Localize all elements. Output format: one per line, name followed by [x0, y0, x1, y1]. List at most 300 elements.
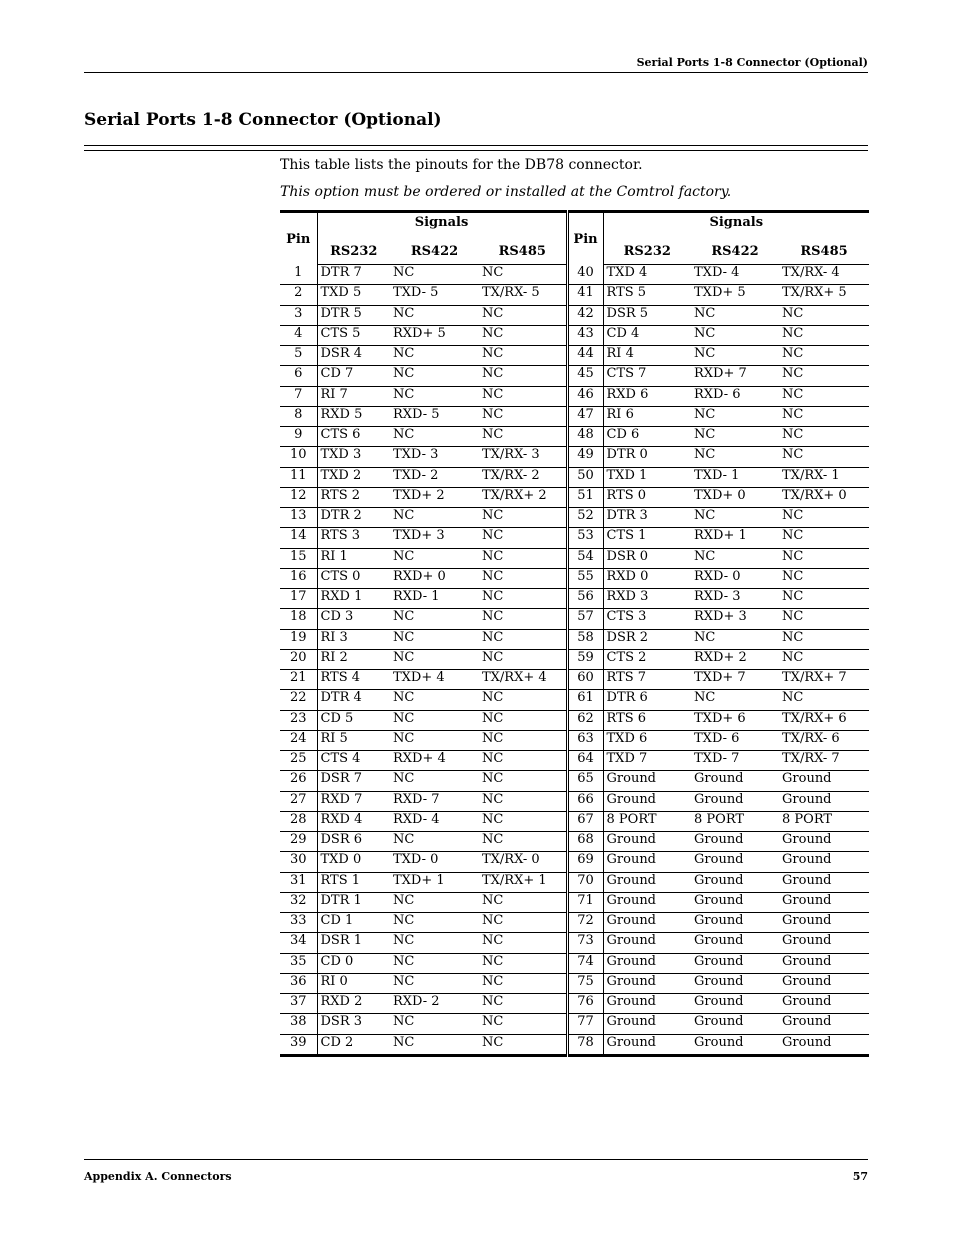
pin-number-cell: 61	[567, 690, 603, 710]
rs485-cell: Ground	[779, 892, 869, 912]
pin-number-cell: 50	[567, 467, 603, 487]
rs422-cell: RXD- 2	[390, 994, 479, 1014]
rs232-cell: RXD 2	[317, 994, 390, 1014]
section-title: Serial Ports 1-8 Connector (Optional)	[84, 110, 442, 130]
pin-number-cell: 26	[280, 771, 317, 791]
pin-number-cell: 66	[567, 791, 603, 811]
rs422-cell: NC	[390, 649, 479, 669]
pin-number-cell: 27	[280, 791, 317, 811]
pin-number-cell: 65	[567, 771, 603, 791]
pin-number-cell: 56	[567, 589, 603, 609]
pin-number-cell: 37	[280, 994, 317, 1014]
table-row	[280, 771, 869, 791]
rs232-cell: RI 5	[317, 730, 390, 750]
rs422-cell: Ground	[694, 1034, 744, 1050]
rs232-cell: DTR 6	[603, 690, 691, 710]
rs485-cell: NC	[479, 730, 567, 750]
rs422-cell: TXD+ 7	[691, 670, 779, 690]
pin-number-cell: 29	[280, 832, 317, 852]
rs485-cell: TX/RX- 4	[779, 265, 869, 285]
pin-number-cell: 57	[567, 609, 603, 629]
rs232-cell: Ground	[603, 1014, 691, 1034]
rs485-cell: 8 PORT	[779, 811, 869, 831]
rs232-cell: CD 1	[317, 913, 390, 933]
rs485-cell: NC	[479, 346, 567, 366]
pin-number-cell: 59	[567, 649, 603, 669]
rs422-cell: NC	[691, 447, 779, 467]
rs485-cell: TX/RX+ 2	[479, 487, 567, 507]
rs232-cell: DSR 5	[603, 305, 691, 325]
table-row	[280, 791, 869, 811]
rs232-cell: Ground	[603, 953, 691, 973]
rs422-cell: NC	[390, 427, 479, 447]
rs232-cell: CTS 6	[317, 427, 390, 447]
table-row	[280, 872, 869, 892]
rs422-cell: NC	[691, 427, 779, 447]
rs485-cell: Ground	[779, 852, 869, 872]
pin-number-cell: 25	[280, 751, 317, 771]
pinout-table	[280, 210, 869, 1057]
pin-number-cell: 1	[280, 265, 317, 285]
rs232-cell: RXD 1	[317, 589, 390, 609]
rs485-cell: NC	[779, 366, 869, 386]
pin-number-cell: 14	[280, 528, 317, 548]
rs485-cell: TX/RX- 5	[479, 285, 567, 305]
rs422-cell: NC	[390, 346, 479, 366]
rs422-cell: TXD+ 5	[691, 285, 779, 305]
rs422-cell: RXD+ 7	[691, 366, 779, 386]
pin-number-cell: 77	[567, 1014, 603, 1034]
rs422-cell: TXD- 6	[691, 730, 779, 750]
rs232-cell: RTS 1	[317, 872, 390, 892]
rs232-cell: DSR 4	[317, 346, 390, 366]
pin-number-cell: 40	[567, 265, 603, 285]
rs232-cell: RXD 0	[603, 568, 691, 588]
rs232-cell: Ground	[603, 994, 691, 1014]
rs485-cell: NC	[479, 265, 567, 285]
table-row	[280, 913, 869, 933]
pin-number-cell: 75	[567, 973, 603, 993]
rs232-cell: DTR 7	[317, 265, 390, 285]
rs232-cell: CD 2	[317, 1034, 390, 1055]
factory-note: This option must be ordered or installed at the Comtrol factory.	[280, 184, 732, 200]
rs232-cell: CTS 7	[603, 366, 691, 386]
rs232-cell: CTS 2	[603, 649, 691, 669]
rs232-cell: DSR 0	[603, 548, 691, 568]
rs422-cell: Ground	[691, 1014, 779, 1034]
rs422-cell: NC	[691, 325, 779, 345]
rs422-cell: NC	[390, 609, 479, 629]
table-row	[280, 852, 869, 872]
rs485-cell: NC	[779, 690, 869, 710]
rs485-cell: Ground	[779, 913, 869, 933]
pin-number-cell: 9	[280, 427, 317, 447]
pin-number-cell: 30	[280, 852, 317, 872]
rs485-cell: NC	[479, 589, 567, 609]
rs485-cell: NC	[779, 305, 869, 325]
table-row	[280, 528, 869, 548]
rs485-cell: NC	[479, 649, 567, 669]
rs232-cell: Ground	[603, 1034, 691, 1055]
rs422-cell: NC	[691, 548, 779, 568]
rs422-cell: NC	[390, 366, 479, 386]
pin-number-cell: 60	[567, 670, 603, 690]
rs232-cell: Ground	[603, 771, 691, 791]
pin-number-cell: 62	[567, 710, 603, 730]
table-row	[280, 427, 869, 447]
rs232-cell: RI 3	[317, 629, 390, 649]
rs422-cell: 8 PORT	[691, 811, 779, 831]
rs485-cell: NC	[479, 690, 567, 710]
table-row	[280, 406, 869, 426]
rs422-cell: TXD+ 6	[691, 710, 779, 730]
rs422-cell: TXD- 4	[691, 265, 779, 285]
rs422-cell: RXD+ 2	[691, 649, 779, 669]
footer-rule	[84, 1159, 868, 1160]
table-row	[280, 1034, 869, 1055]
table-row	[280, 609, 869, 629]
rs232-cell: RTS 7	[603, 670, 691, 690]
rs232-cell: Ground	[603, 872, 691, 892]
rs232-cell: Ground	[603, 973, 691, 993]
rs232-cell: TXD 5	[317, 285, 390, 305]
rs232-cell: DSR 1	[317, 933, 390, 953]
pin-number-cell: 54	[567, 548, 603, 568]
rs485-cell: TX/RX- 6	[779, 730, 869, 750]
rs485-cell: NC	[779, 427, 869, 447]
pin-number-cell: 13	[280, 508, 317, 528]
rs232-cell: CTS 1	[603, 528, 691, 548]
signals-header: Signals	[603, 212, 869, 240]
pin-number-cell: 68	[567, 832, 603, 852]
pin-number-cell: 8	[280, 406, 317, 426]
pin-number-cell: 67	[567, 811, 603, 831]
rs422-cell: RXD+ 1	[691, 528, 779, 548]
rs422-cell: TXD- 0	[390, 852, 479, 872]
rs232-cell: TXD 7	[603, 751, 691, 771]
pin-number-cell: 38	[280, 1014, 317, 1034]
rs232-cell: Ground	[603, 933, 691, 953]
table-row	[280, 953, 869, 973]
rs232-cell: CD 0	[317, 953, 390, 973]
rs485-cell: NC	[479, 994, 567, 1014]
table-row	[280, 730, 869, 750]
rs232-cell: DTR 2	[317, 508, 390, 528]
rs232-cell: CTS 0	[317, 568, 390, 588]
rs485-cell: Ground	[782, 1034, 832, 1050]
pin-number-cell: 33	[280, 913, 317, 933]
pin-number-cell: 42	[567, 305, 603, 325]
rs232-cell: DTR 3	[603, 508, 691, 528]
rs422-cell: NC	[390, 953, 479, 973]
rs485-cell: NC	[479, 427, 567, 447]
rs232-cell: Ground	[603, 791, 691, 811]
rs232-cell: RXD 5	[317, 406, 390, 426]
rs232-cell: TXD 6	[603, 730, 691, 750]
rs232-cell: DSR 6	[317, 832, 390, 852]
title-rule	[84, 145, 868, 146]
rs485-cell: NC	[779, 346, 869, 366]
rs232-cell: DSR 2	[603, 629, 691, 649]
rs232-cell: CD 3	[317, 609, 390, 629]
rs485-cell: NC	[779, 649, 869, 669]
table-row	[280, 892, 869, 912]
rs485-cell: NC	[479, 1014, 567, 1034]
rs422-cell: TXD+ 1	[390, 872, 479, 892]
rs485-cell: TX/RX- 7	[779, 751, 869, 771]
rs485-cell: TX/RX+ 0	[779, 487, 869, 507]
rs422-cell: Ground	[691, 832, 779, 852]
pin-number-cell: 39	[289, 1034, 307, 1050]
rs232-cell: RXD 7	[317, 791, 390, 811]
table-row	[280, 670, 869, 690]
rs485-cell: NC	[479, 406, 567, 426]
rs232-cell: RXD 6	[603, 386, 691, 406]
rs422-cell: RXD+ 3	[691, 609, 779, 629]
rs232-cell: RTS 0	[603, 487, 691, 507]
rs485-cell: NC	[479, 629, 567, 649]
pin-number-cell: 48	[567, 427, 603, 447]
pin-number-cell: 18	[280, 609, 317, 629]
table-row	[280, 346, 869, 366]
rs232-cell: DSR 7	[317, 771, 390, 791]
rs422-cell: NC	[390, 913, 479, 933]
pin-number-cell: 16	[280, 568, 317, 588]
rs485-cell: NC	[779, 548, 869, 568]
rs232-cell: RTS 2	[317, 487, 390, 507]
rs485-cell: NC	[779, 447, 869, 467]
rs485-cell: NC	[479, 386, 567, 406]
rs422-cell: TXD+ 2	[390, 487, 479, 507]
pin-number-cell: 41	[567, 285, 603, 305]
pin-number-cell: 73	[567, 933, 603, 953]
rs422-cell: TXD+ 0	[691, 487, 779, 507]
rs485-cell: NC	[779, 568, 869, 588]
rs232-cell: CTS 4	[317, 751, 390, 771]
footer-chapter: Appendix A. Connectors	[84, 1170, 232, 1183]
pin-number-cell: 45	[567, 366, 603, 386]
rs422-cell: NC	[390, 710, 479, 730]
rs232-cell: CD 4	[603, 325, 691, 345]
rs422-cell: Ground	[691, 933, 779, 953]
table-row	[280, 690, 869, 710]
rs422-cell: NC	[691, 690, 779, 710]
rs232-cell: DTR 1	[317, 892, 390, 912]
pin-number-cell: 55	[567, 568, 603, 588]
rs422-cell: NC	[390, 832, 479, 852]
rs422-cell: Ground	[691, 994, 779, 1014]
rs485-cell: NC	[779, 589, 869, 609]
pin-number-cell: 74	[567, 953, 603, 973]
rs485-cell: NC	[779, 508, 869, 528]
rs232-cell: RXD 3	[603, 589, 691, 609]
rs232-cell: TXD 1	[603, 467, 691, 487]
table-row	[280, 305, 869, 325]
rs422-cell: NC	[390, 508, 479, 528]
table-row	[280, 265, 869, 285]
rs422-cell: RXD- 6	[691, 386, 779, 406]
pin-number-cell: 46	[567, 386, 603, 406]
table-row	[280, 710, 869, 730]
rs422-cell: Ground	[691, 791, 779, 811]
rs232-cell: Ground	[603, 892, 691, 912]
table-row	[280, 366, 869, 386]
rs422-cell: Ground	[691, 771, 779, 791]
pin-number-cell: 28	[280, 811, 317, 831]
rs422-cell: RXD+ 0	[390, 568, 479, 588]
rs232-cell: RTS 4	[317, 670, 390, 690]
rs422-header: RS422	[390, 239, 479, 265]
intro-text: This table lists the pinouts for the DB78 connector.	[280, 157, 643, 173]
rs422-cell: TXD- 5	[390, 285, 479, 305]
pin-number-cell: 34	[280, 933, 317, 953]
table-row	[280, 487, 869, 507]
rs422-header: RS422	[691, 239, 779, 265]
pin-number-cell: 4	[280, 325, 317, 345]
table-row	[280, 447, 869, 467]
rs485-cell: NC	[479, 366, 567, 386]
pin-number-cell: 36	[280, 973, 317, 993]
rs485-cell: NC	[779, 386, 869, 406]
rs422-cell: Ground	[691, 913, 779, 933]
rs422-cell: RXD- 3	[691, 589, 779, 609]
pin-number-cell: 72	[567, 913, 603, 933]
pin-number-cell: 6	[280, 366, 317, 386]
pin-number-cell: 47	[567, 406, 603, 426]
pin-number-cell: 69	[567, 852, 603, 872]
rs485-cell: NC	[779, 406, 869, 426]
table-row	[280, 811, 869, 831]
pin-number-cell: 43	[567, 325, 603, 345]
rs232-cell: CTS 3	[603, 609, 691, 629]
rs485-cell: NC	[479, 568, 567, 588]
pin-number-cell: 52	[567, 508, 603, 528]
rs485-cell: NC	[779, 629, 869, 649]
rs485-cell: NC	[479, 771, 567, 791]
rs485-cell: NC	[779, 325, 869, 345]
rs422-cell: NC	[691, 629, 779, 649]
rs485-cell: TX/RX- 3	[479, 447, 567, 467]
rs485-cell: NC	[479, 751, 567, 771]
rs422-cell: RXD- 0	[691, 568, 779, 588]
rs232-cell: CTS 5	[317, 325, 390, 345]
rs232-cell: RXD 4	[317, 811, 390, 831]
table-row	[280, 285, 869, 305]
rs485-cell: NC	[479, 811, 567, 831]
rs232-cell: CD 6	[603, 427, 691, 447]
rs485-cell: NC	[479, 710, 567, 730]
pin-number-cell: 20	[280, 649, 317, 669]
page-number: 57	[852, 1170, 868, 1183]
pin-number-cell: 2	[280, 285, 317, 305]
rs422-cell: NC	[390, 629, 479, 649]
rs232-cell: RTS 6	[603, 710, 691, 730]
rs422-cell: Ground	[691, 892, 779, 912]
pin-header: Pin	[567, 212, 603, 265]
rs232-cell: RI 1	[317, 548, 390, 568]
rs232-cell: Ground	[603, 832, 691, 852]
rs422-cell: NC	[691, 346, 779, 366]
rs485-cell: NC	[479, 973, 567, 993]
rs422-cell: NC	[390, 730, 479, 750]
rs422-cell: Ground	[691, 953, 779, 973]
rs485-cell: NC	[479, 933, 567, 953]
rs232-header: RS232	[317, 239, 390, 265]
rs485-cell: Ground	[779, 933, 869, 953]
pin-number-cell: 63	[567, 730, 603, 750]
pin-number-cell: 17	[280, 589, 317, 609]
rs485-cell: NC	[479, 325, 567, 345]
rs422-cell: NC	[390, 548, 479, 568]
rs422-cell: RXD- 1	[390, 589, 479, 609]
pinout-rows	[280, 265, 869, 1056]
pin-number-cell: 44	[567, 346, 603, 366]
rs422-cell: NC	[390, 1014, 479, 1034]
rs422-cell: NC	[691, 406, 779, 426]
table-row	[280, 1014, 869, 1034]
rs485-cell: NC	[479, 832, 567, 852]
rs485-cell: Ground	[779, 872, 869, 892]
rs232-cell: TXD 0	[317, 852, 390, 872]
rs232-cell: RI 2	[317, 649, 390, 669]
table-row	[280, 994, 869, 1014]
rs232-cell: RI 4	[603, 346, 691, 366]
pin-number-cell: 15	[280, 548, 317, 568]
table-row	[280, 832, 869, 852]
rs422-cell: NC	[691, 508, 779, 528]
pin-number-cell: 22	[280, 690, 317, 710]
rs232-cell: DTR 4	[317, 690, 390, 710]
pin-number-cell: 7	[280, 386, 317, 406]
pin-number-cell: 76	[567, 994, 603, 1014]
rs485-cell: Ground	[779, 771, 869, 791]
rs232-cell: DSR 3	[317, 1014, 390, 1034]
rs422-cell: Ground	[691, 872, 779, 892]
rs485-cell: TX/RX+ 1	[479, 872, 567, 892]
rs422-cell: TXD+ 3	[390, 528, 479, 548]
rs422-cell: TXD- 1	[691, 467, 779, 487]
rs232-cell: RI 0	[317, 973, 390, 993]
rs485-cell: TX/RX+ 7	[779, 670, 869, 690]
rs485-cell: TX/RX- 0	[479, 852, 567, 872]
rs422-cell: RXD+ 5	[390, 325, 479, 345]
pin-number-cell: 11	[280, 467, 317, 487]
pin-number-cell: 78	[567, 1034, 603, 1055]
rs232-cell: DTR 0	[603, 447, 691, 467]
pin-number-cell: 31	[280, 872, 317, 892]
rs485-cell: NC	[479, 548, 567, 568]
pin-number-cell: 64	[567, 751, 603, 771]
rs232-cell: CD 5	[317, 710, 390, 730]
table-row	[280, 325, 869, 345]
rs485-cell: TX/RX- 1	[779, 467, 869, 487]
pin-number-cell: 53	[567, 528, 603, 548]
pin-number-cell: 23	[280, 710, 317, 730]
table-row	[280, 568, 869, 588]
rs485-cell: NC	[479, 953, 567, 973]
rs485-cell: NC	[479, 609, 567, 629]
pin-number-cell: 70	[567, 872, 603, 892]
rs422-cell: TXD+ 4	[390, 670, 479, 690]
rs232-cell: DTR 5	[317, 305, 390, 325]
rs485-header: RS485	[779, 239, 869, 265]
running-header: Serial Ports 1-8 Connector (Optional)	[636, 56, 868, 69]
table-row	[280, 751, 869, 771]
table-row	[280, 649, 869, 669]
rs485-cell: TX/RX- 2	[479, 467, 567, 487]
rs422-cell: NC	[390, 771, 479, 791]
table-row	[280, 467, 869, 487]
